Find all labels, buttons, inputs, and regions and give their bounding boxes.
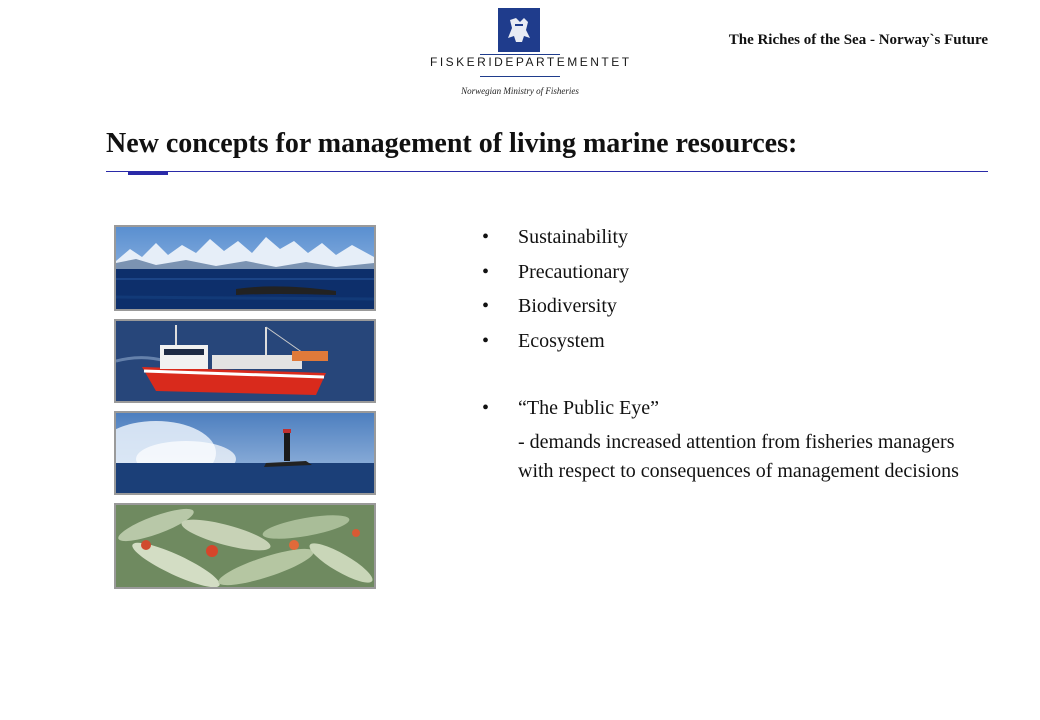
- bullet-list: [482, 222, 982, 486]
- bullet-glyph: •: [482, 260, 490, 283]
- bullet-glyph: •: [482, 295, 490, 317]
- title-accent-bar: [128, 171, 168, 175]
- bullet-label: Sustainability: [518, 226, 628, 248]
- bullet-label: Biodiversity: [518, 295, 617, 317]
- ministry-wordmark: FISKERIDEPARTEMENTET: [430, 55, 632, 69]
- bullet-spacer: [482, 360, 982, 393]
- logo-rule-bottom: [480, 76, 560, 77]
- mountain-coastline-photo: [114, 225, 376, 311]
- header-tagline: The Riches of the Sea - Norway`s Future: [728, 32, 988, 48]
- bullet-label: Ecosystem: [518, 329, 605, 352]
- bullet-item: [482, 222, 982, 252]
- bullet-glyph: •: [482, 226, 490, 248]
- title-rule: [106, 171, 988, 172]
- ministry-subtitle: Norwegian Ministry of Fisheries: [461, 86, 579, 96]
- bullet-glyph: •: [482, 397, 490, 419]
- fish-catch-photo: [114, 503, 376, 589]
- bullet-item: [482, 257, 982, 287]
- fishing-vessel-photo: [114, 319, 376, 403]
- bullet-label: “The Public Eye”: [518, 397, 660, 419]
- page-title: New concepts for management of living marine resources:: [106, 128, 798, 159]
- bullet-label: Precautionary: [518, 260, 630, 283]
- bullet-item: [482, 393, 982, 423]
- coat-of-arms-logo: [498, 8, 540, 52]
- lighthouse-sea-photo: [114, 411, 376, 495]
- bullet-glyph: •: [482, 329, 490, 352]
- bullet-detail: - demands increased attention from fisheries managers with respect to consequences of management decisions: [518, 430, 959, 482]
- bullet-item: [482, 291, 982, 321]
- bullet-item: [482, 326, 982, 356]
